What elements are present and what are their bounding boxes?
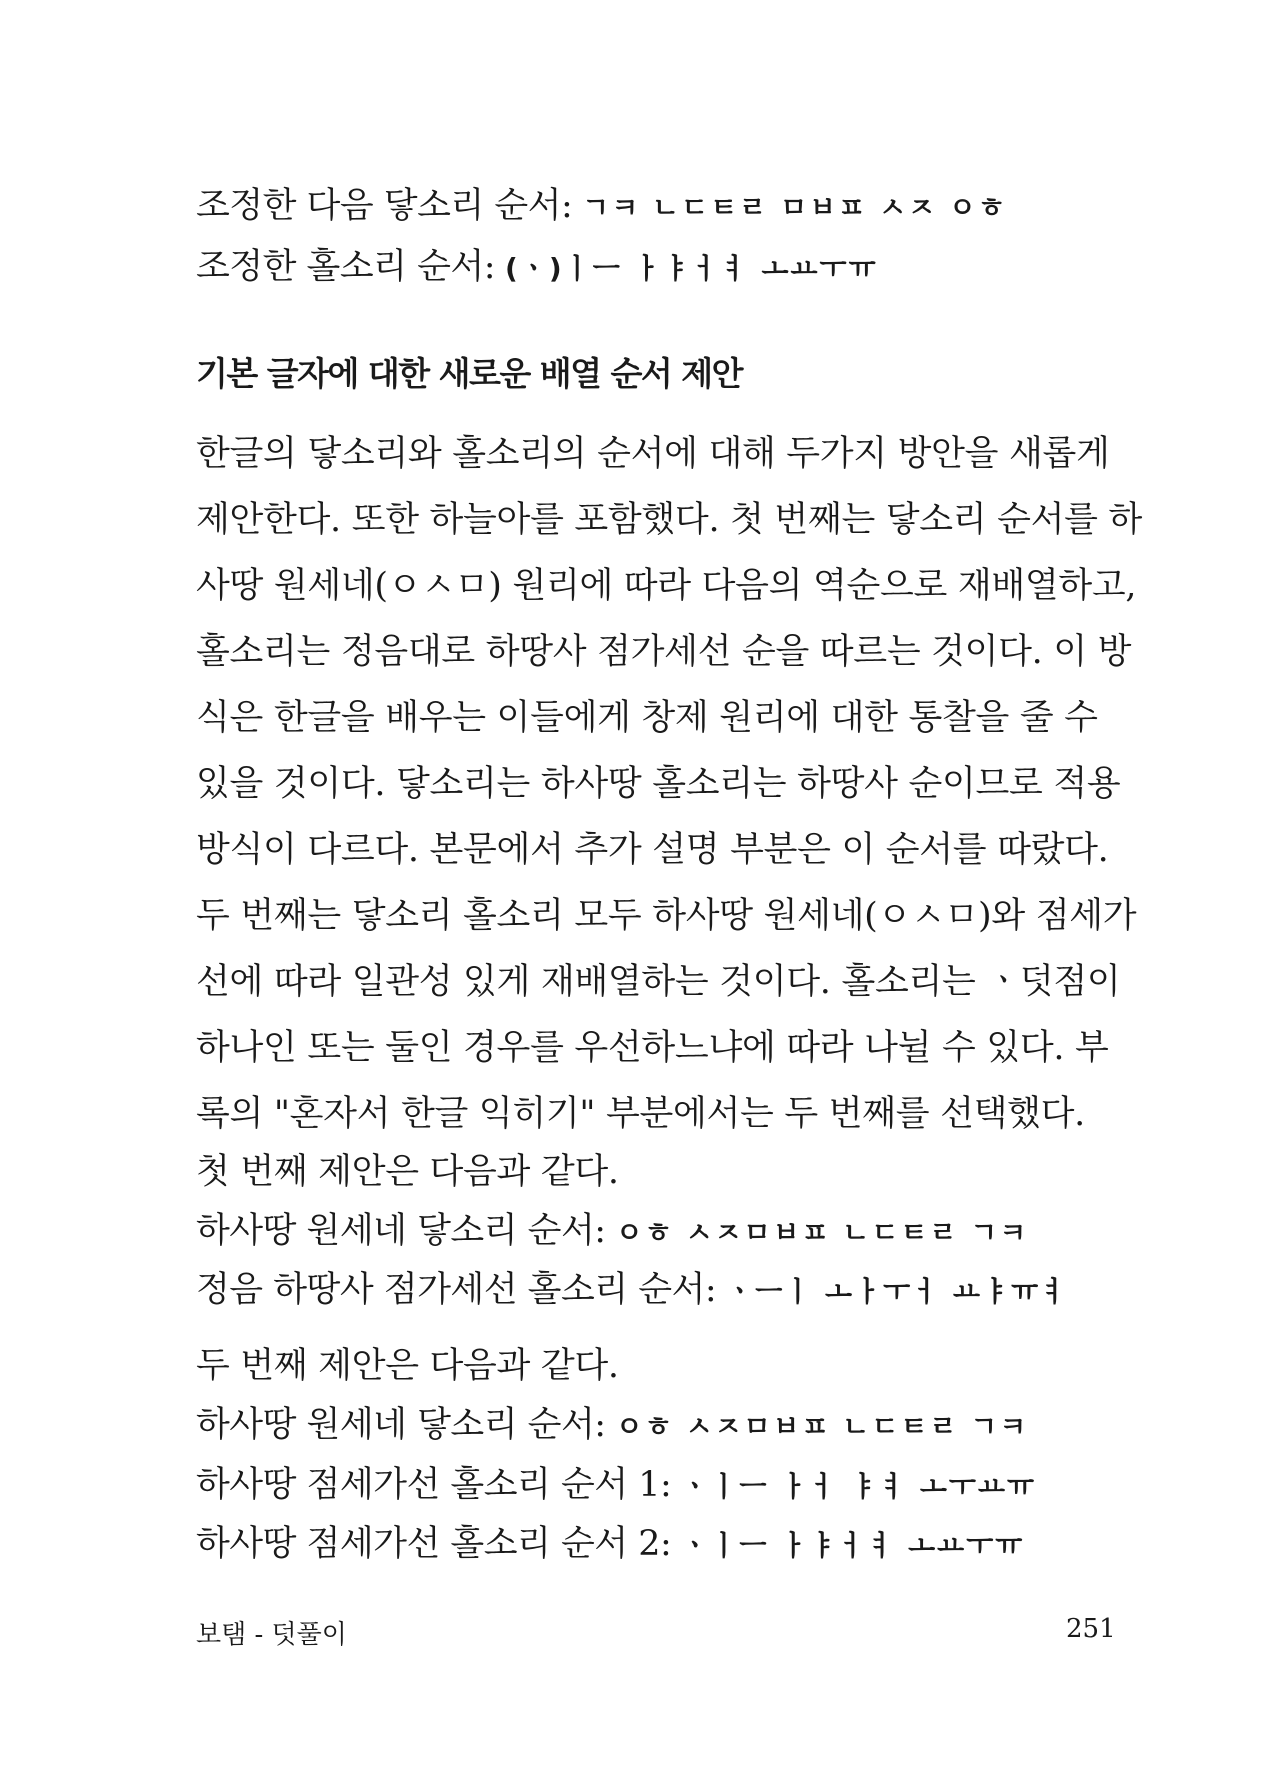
adjusted-consonant-order (196, 184, 1007, 230)
line-label: 하사땅 원세네 닿소리 순서: (196, 1211, 606, 1251)
paragraph-line: 식은 한글을 배우는 이들에게 창제 원리에 대한 통찰을 줄 수 (196, 698, 1098, 738)
paragraph-line: 있을 것이다. 닿소리는 하사땅 홀소리는 하땅사 순이므로 적용 (196, 764, 1121, 804)
paragraph-line: 사땅 원세네(ㅇㅅㅁ) 원리에 따라 다음의 역순으로 재배열하고, (196, 566, 1137, 606)
paragraph-line: 홀소리는 정음대로 하땅사 점가세선 순을 따르는 것이다. 이 방 (196, 632, 1132, 672)
consonant-order (196, 1403, 1028, 1449)
vowel-order-1 (196, 1463, 1036, 1509)
paragraph-line: 선에 따라 일관성 있게 재배열하는 것이다. 홀소리는 ㆍ덧점이 (196, 962, 1121, 1002)
line-label: 하사땅 원세네 닿소리 순서: (196, 1405, 606, 1445)
paragraph-line: 두 번째는 닿소리 홀소리 모두 하사땅 원세네(ㅇㅅㅁ)와 점세가 (196, 896, 1137, 936)
paragraph-line: 제안한다. 또한 하늘아를 포함했다. 첫 번째는 닿소리 순서를 하 (196, 500, 1143, 540)
jamo-sequence: (ㆍ)ㅣㅡ ㅏㅑㅓㅕ ㅗㅛㅜㅠ (505, 252, 878, 285)
proposal-intro: 두 번째 제안은 다음과 같다. (196, 1346, 619, 1386)
jamo-sequence: ㅇㅎ ㅅㅈㅁㅂㅍ ㄴㄷㅌㄹ ㄱㅋ (615, 1410, 1029, 1443)
consonant-order (196, 1209, 1028, 1255)
jamo-sequence: ㆍㅣㅡ ㅏㅓ ㅑㅕ ㅗㅜㅛㅠ (681, 1470, 1037, 1503)
vowel-order (196, 1268, 1069, 1314)
jamo-sequence: ㅇㅎ ㅅㅈㅁㅂㅍ ㄴㄷㅌㄹ ㄱㅋ (615, 1216, 1029, 1249)
paragraph-line: 한글의 닿소리와 홀소리의 순서에 대해 두가지 방안을 새롭게 (196, 434, 1110, 474)
running-footer: 보탬 - 덧풀이 (196, 1620, 347, 1650)
vowel-order-2 (196, 1522, 1024, 1568)
line-label: 조정한 다음 닿소리 순서: (196, 186, 573, 226)
proposal-intro: 첫 번째 제안은 다음과 같다. (196, 1152, 619, 1192)
line-label: 정음 하땅사 점가세선 홀소리 순서: (196, 1270, 717, 1310)
paragraph-line: 록의 "혼자서 한글 익히기" 부분에서는 두 번째를 선택했다. (196, 1094, 1085, 1134)
jamo-sequence: ㆍㅡㅣ ㅗㅏㅜㅓ ㅛㅑㅠㅕ (726, 1275, 1070, 1308)
jamo-sequence: ㆍㅣㅡ ㅏㅑㅓㅕ ㅗㅛㅜㅠ (681, 1529, 1025, 1562)
jamo-sequence: ㄱㅋ ㄴㄷㅌㄹ ㅁㅂㅍ ㅅㅈ ㅇㅎ (582, 191, 1007, 224)
line-label: 하사땅 점세가선 홀소리 순서 1: (196, 1465, 672, 1505)
section-heading: 기본 글자에 대한 새로운 배열 순서 제안 (196, 354, 742, 393)
paragraph-line: 하나인 또는 둘인 경우를 우선하느냐에 따라 나뉠 수 있다. 부 (196, 1028, 1109, 1068)
paragraph-line: 방식이 다르다. 본문에서 추가 설명 부분은 이 순서를 따랐다. (196, 830, 1109, 870)
line-label: 하사땅 점세가선 홀소리 순서 2: (196, 1524, 672, 1564)
adjusted-vowel-order (196, 245, 878, 291)
line-label: 조정한 홀소리 순서: (196, 247, 496, 287)
page-number: 251 (1066, 1614, 1116, 1644)
